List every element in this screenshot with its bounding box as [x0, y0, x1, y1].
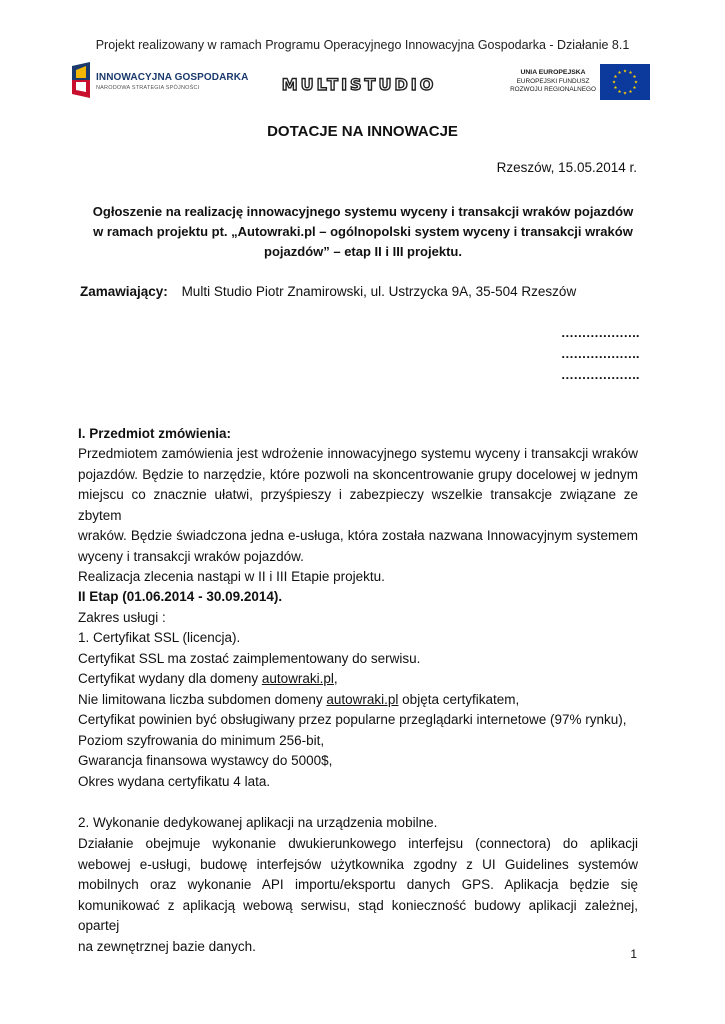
- announcement-heading: [78, 202, 648, 262]
- stage2-title: II Etap (01.06.2014 - 30.09.2014).: [78, 589, 283, 604]
- eu-logo: [508, 64, 650, 100]
- document-title: DOTACJE NA INNOWACJE: [267, 123, 458, 140]
- item1-line: Gwarancja finansowa wystawcy do 5000$,: [78, 753, 333, 768]
- domain-link[interactable]: autowraki.pl: [326, 692, 399, 707]
- eu-text: [510, 69, 596, 95]
- item1-line: Okres wydana certyfikatu 4 lata.: [78, 774, 271, 789]
- orderer-value: Multi Studio Piotr Znamirowski, ul. Ustrzycka 9A, 35-504 Rzeszów: [181, 284, 577, 299]
- eu-line1: UNIA EUROPEJSKA: [520, 69, 586, 76]
- section1-paragraph: [78, 444, 638, 567]
- multistudio-wordmark-icon: [262, 72, 457, 96]
- ig-title: INNOWACYJNA GOSPODARKA: [96, 72, 249, 83]
- placeholder-dots: ……………….: [560, 325, 639, 340]
- realization-text: Realizacja zlecenia nastąpi w II i III Etapie projektu.: [78, 569, 385, 584]
- text: objęta certyfikatem,: [398, 692, 520, 707]
- item1-line: [78, 669, 338, 690]
- announcement-line: w ramach projektu pt. „Autowraki.pl – ogólnopolski system wyceny i transakcji wraków: [93, 224, 633, 239]
- paragraph-line: webowej e-usługi, budowę interfejsów użytkownika zgodny z UI Guidelines systemów: [78, 856, 638, 872]
- page-number: 1: [630, 947, 637, 961]
- multistudio-text: MULTISTUDIO: [281, 75, 437, 94]
- scope-label: Zakres usługi :: [78, 610, 166, 625]
- placeholder-dots: ……………….: [560, 346, 639, 361]
- paragraph-line: Przedmiotem zamówienia jest wdrożenie innowacyjnego systemu wyceny i transakcji wraków: [78, 446, 638, 461]
- orderer-row: [80, 284, 576, 299]
- project-header-line: Projekt realizowany w ramach Programu Operacyjnego Innowacyjna Gospodarka - Działanie 8.1: [95, 38, 630, 52]
- paragraph-line: mobilnych oraz wykonanie API importu/eksportu danych GPS. Aplikacja będzie się: [78, 877, 638, 892]
- ig-flag-icon: [70, 62, 92, 98]
- eu-line3: ROZWOJU REGIONALNEGO: [510, 86, 596, 93]
- placeholder-dots: ……………….: [560, 367, 639, 382]
- document-date: Rzeszów, 15.05.2014 r.: [496, 160, 637, 175]
- item1-line: [78, 690, 519, 711]
- section-title: I. Przedmiot zmówienia:: [78, 426, 232, 441]
- paragraph-line: na zewnętrznej bazie danych.: [78, 938, 256, 954]
- item1-line: Poziom szyfrowania do minimum 256-bit,: [78, 733, 325, 748]
- paragraph-line: miejscu co znacznie ułatwi, przyśpieszy i zabezpieczy wszelkie transakcje związane ze zbytem: [78, 487, 638, 523]
- paragraph-line: wyceny i transakcji wraków pojazdów.: [78, 548, 304, 564]
- eu-line2: EUROPEJSKI FUNDUSZ: [516, 77, 590, 85]
- paragraph-line: pojazdów. Będzie to narzędzie, które pozwoli na skoncentrowanie grupy docelowej w jednym: [78, 466, 638, 482]
- paragraph-line: komunikować z aplikacją webową serwisu, stąd konieczność budowy aplikacji zależnej, opartej: [78, 897, 638, 933]
- multistudio-logo: [262, 72, 457, 96]
- item2-title: 2. Wykonanie dedykowanej aplikacji na urządzenia mobilne.: [78, 815, 438, 830]
- paragraph-line: Działanie obejmuje wykonanie dwukierunkowego interfejsu (connectora) do aplikacji: [78, 836, 638, 851]
- item1-line: Certyfikat SSL ma zostać zaimplementowany do serwisu.: [78, 651, 421, 666]
- text: Nie limitowana liczba subdomen domeny: [78, 692, 327, 707]
- text: Certyfikat wydany dla domeny: [78, 671, 262, 686]
- item1-line: Certyfikat powinien być obsługiwany przez popularne przeglądarki internetowe (97% rynku),: [78, 712, 627, 727]
- item2-paragraph: [78, 834, 638, 957]
- item1-title: 1. Certyfikat SSL (licencja).: [78, 630, 241, 645]
- paragraph-line: wraków. Będzie świadczona jedna e-usługa, która została nazwana Innowacyjnym systemem: [78, 528, 638, 543]
- domain-link[interactable]: autowraki.pl: [261, 671, 334, 686]
- announcement-line: pojazdów” – etap II i III projektu.: [264, 244, 462, 259]
- orderer-label: Zamawiający:: [80, 284, 168, 299]
- ig-subtitle: NARODOWA STRATEGIA SPÓJNOŚCI: [96, 85, 200, 91]
- innowacyjna-gospodarka-logo: [70, 62, 249, 100]
- text: ,: [333, 671, 338, 686]
- eu-flag-icon: [600, 64, 650, 100]
- announcement-line: Ogłoszenie na realizację innowacyjnego systemu wyceny i transakcji wraków pojazdów: [92, 204, 634, 219]
